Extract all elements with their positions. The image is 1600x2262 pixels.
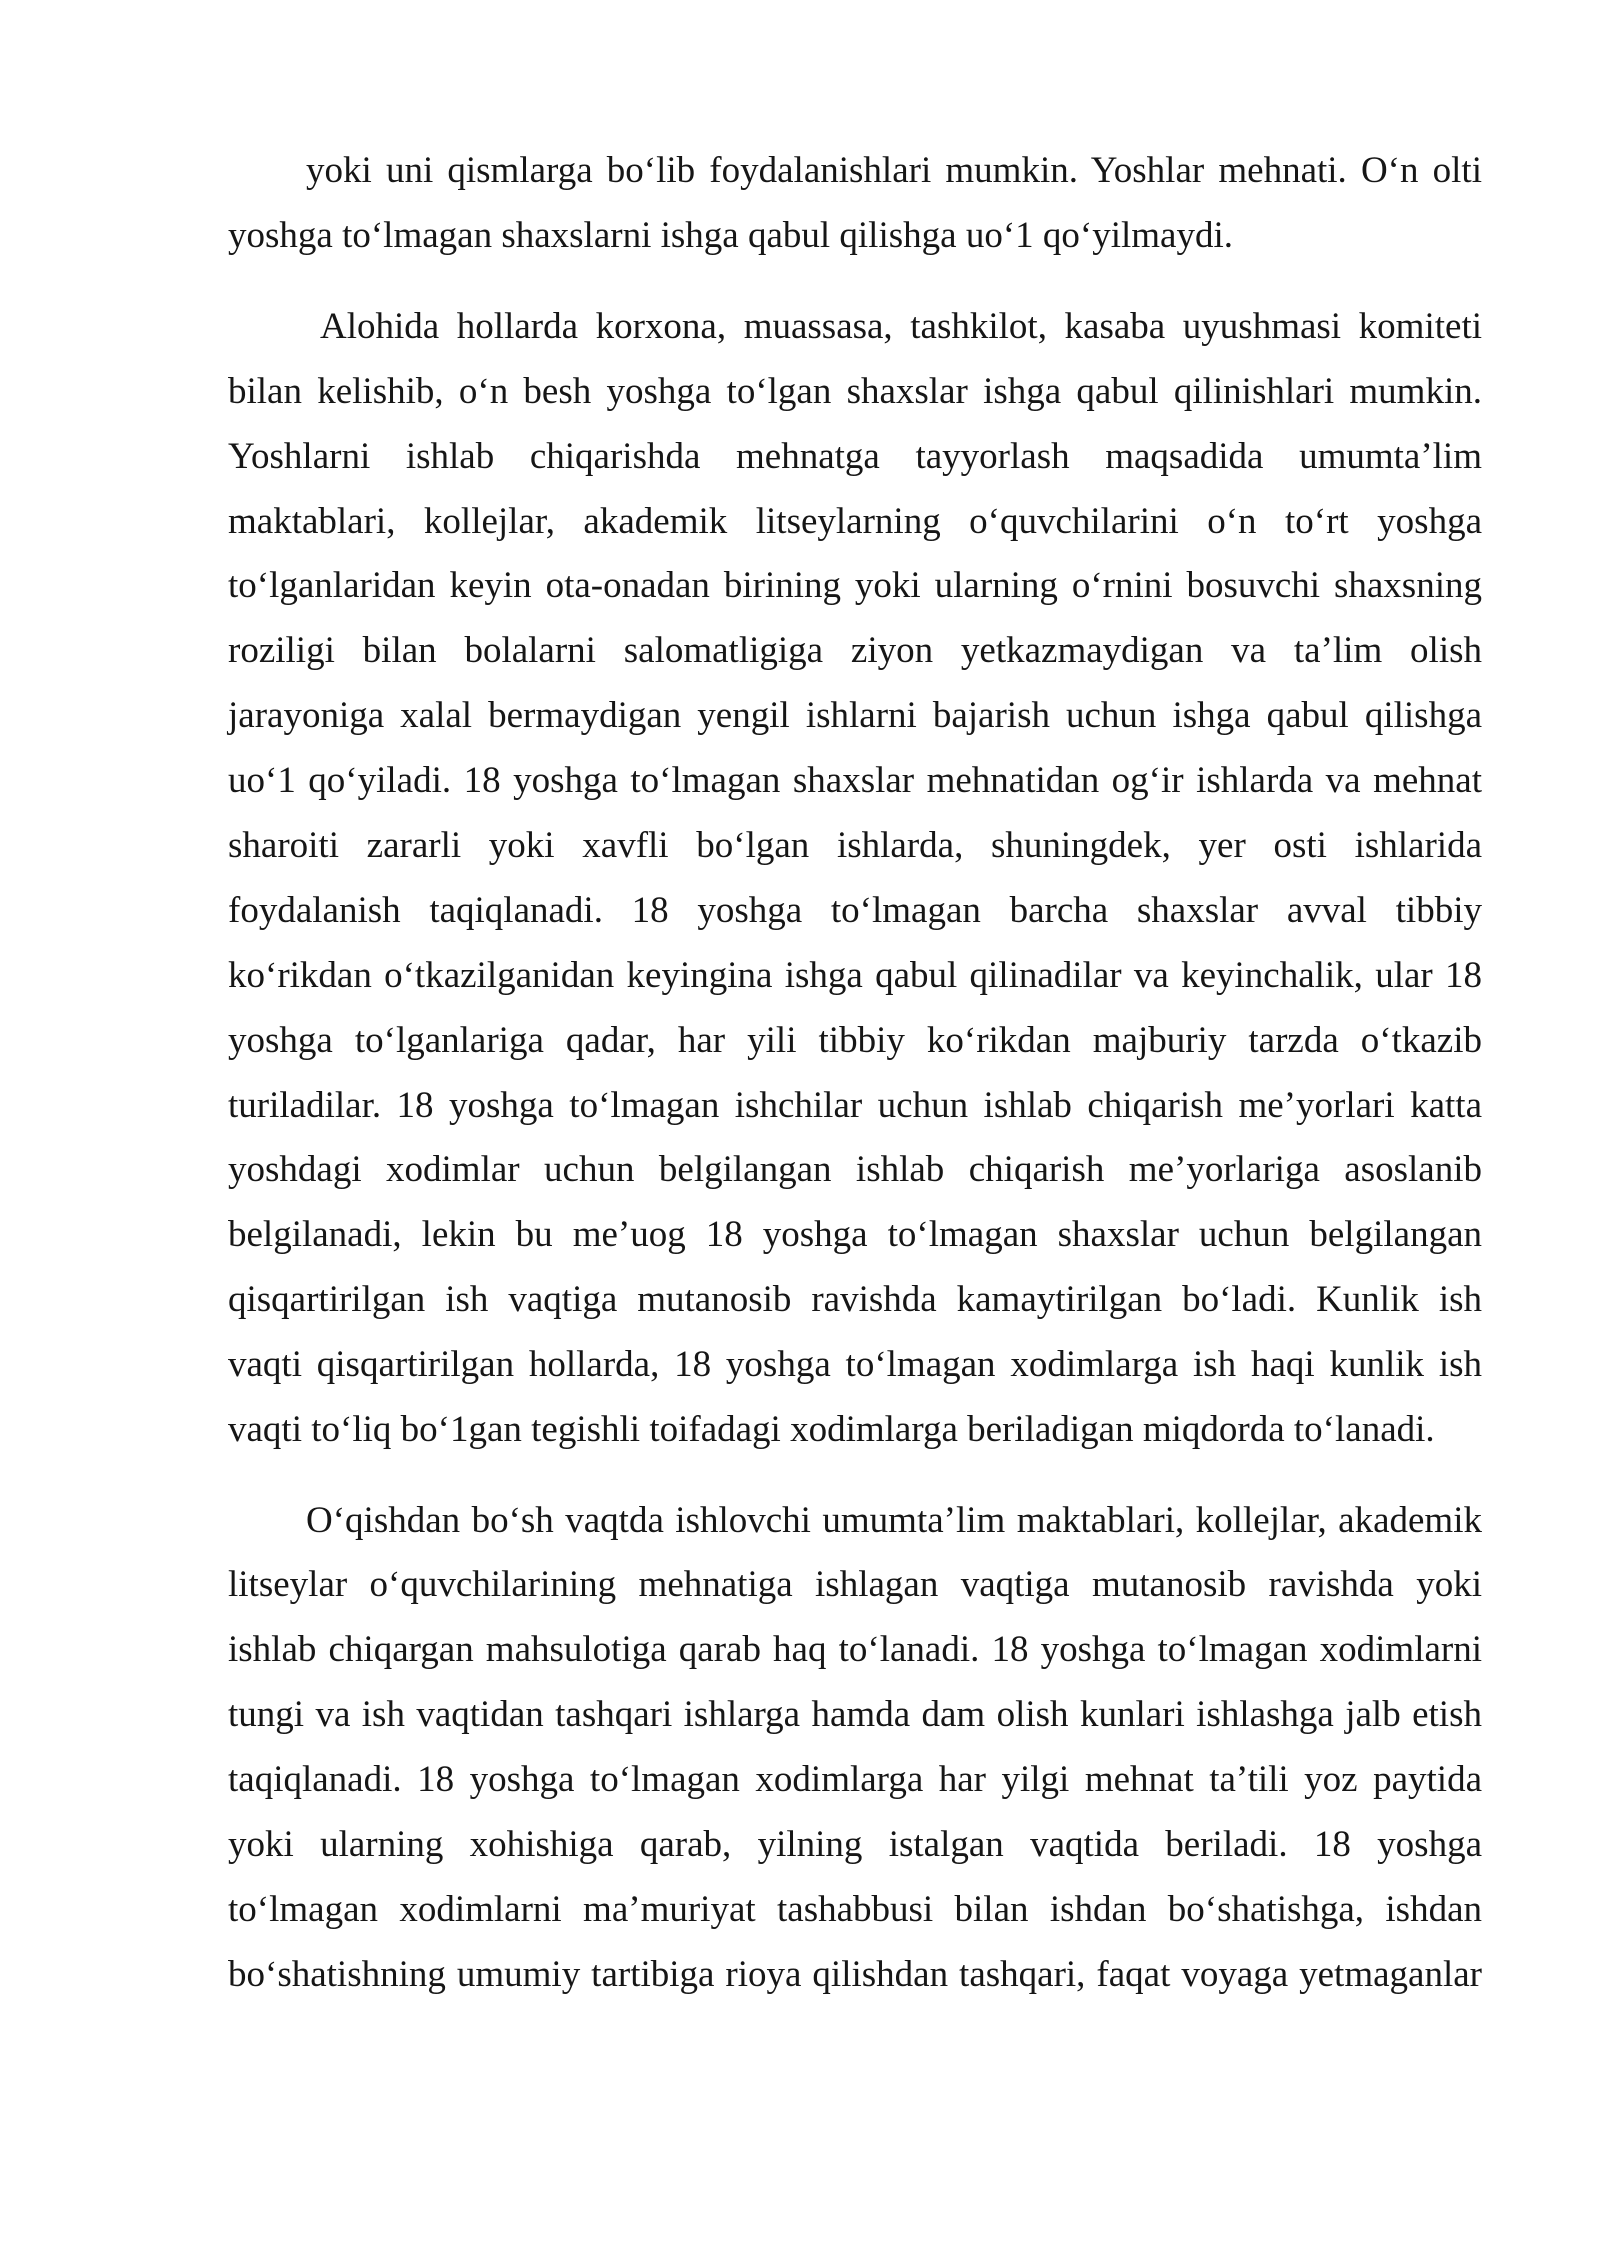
text-line: yoshga to‘lmagan shaxslarni ishga qabul qilishga uo‘1 qo‘yilmaydi. [228, 215, 1233, 257]
text-line: bilan kelishib, o‘n besh yoshga to‘lgan shaxslar ishga qabul qilinishlari mumkin. [228, 370, 1482, 412]
text-line: ishlab chiqargan mahsulotiga qarab haq to‘lanadi. 18 yoshga to‘lmagan xodimlarni [228, 1629, 1482, 1671]
text-line: belgilanadi, lekin bu me’uog 18 yoshga to‘lmagan shaxslar uchun belgilangan [228, 1214, 1482, 1256]
text-line: yoshga to‘lganlariga qadar, har yili tibbiy ko‘rikdan majburiy tarzda o‘tkazib [228, 1019, 1482, 1061]
text-line: bo‘shatishning umumiy tartibiga rioya qilishdan tashqari, faqat voyaga yetmaganlar [228, 1953, 1482, 1995]
text-line: vaqti to‘liq bo‘1gan tegishli toifadagi xodimlarga beriladigan miqdorda to‘lanadi. [228, 1409, 1435, 1450]
paragraph [228, 139, 1482, 269]
text-line: qisqartirilgan ish vaqtiga mutanosib ravishda kamaytirilgan bo‘ladi. Kunlik ish [228, 1279, 1482, 1321]
text-line: litseylar o‘quvchilarining mehnatiga ishlagan vaqtiga mutanosib ravishda yoki [228, 1564, 1482, 1606]
text-line: Yoshlarni ishlab chiqarishda mehnatga tayyorlash maqsadida umumta’lim [228, 435, 1482, 477]
text-line: yoki uni qismlarga bo‘lib foydalanishlari mumkin. Yoshlar mehnati. O‘n olti [306, 150, 1482, 192]
text-line: foydalanish taqiqlanadi. 18 yoshga to‘lmagan barcha shaxslar avval tibbiy [228, 889, 1482, 931]
text-line: taqiqlanadi. 18 yoshga to‘lmagan xodimlarga har yilgi mehnat ta’tili yoz paytida [228, 1759, 1482, 1801]
text-line: Alohida hollarda korxona, muassasa, tashkilot, kasaba uyushmasi komiteti [320, 305, 1482, 347]
text-line: to‘lganlaridan keyin ota-onadan birining yoki ularning o‘rnini bosuvchi shaxsning [228, 565, 1482, 607]
body-text [228, 139, 1482, 2033]
text-line: jarayoniga xalal bermaydigan yengil ishlarni bajarish uchun ishga qabul qilishga [228, 695, 1482, 737]
text-line: tungi va ish vaqtidan tashqari ishlarga hamda dam olish kunlari ishlashga jalb etish [228, 1694, 1482, 1736]
text-line: yoki ularning xohishiga qarab, yilning istalgan vaqtida beriladi. 18 yoshga [228, 1824, 1482, 1866]
text-line: yoshdagi xodimlar uchun belgilangan ishlab chiqarish me’yorlariga asoslanib [228, 1149, 1482, 1191]
text-line: maktablari, kollejlar, akademik litseylarning o‘quvchilarini o‘n to‘rt yoshga [228, 500, 1482, 542]
text-line: roziligi bilan bolalarni salomatligiga ziyon yetkazmaydigan va ta’lim olish [228, 630, 1482, 672]
text-line: ko‘rikdan o‘tkazilganidan keyingina ishga qabul qilinadilar va keyinchalik, ular 18 [228, 954, 1482, 996]
text-line: uo‘1 qo‘yiladi. 18 yoshga to‘lmagan shaxslar mehnatidan og‘ir ishlarda va mehnat [228, 760, 1482, 802]
text-line: turiladilar. 18 yoshga to‘lmagan ishchilar uchun ishlab chiqarish me’yorlari katta [228, 1084, 1482, 1126]
text-line: sharoiti zararli yoki xavfli bo‘lgan ishlarda, shuningdek, yer osti ishlarida [228, 824, 1482, 866]
text-line: vaqti qisqartirilgan hollarda, 18 yoshga to‘lmagan xodimlarga ish haqi kunlik ish [228, 1344, 1482, 1386]
paragraph [228, 295, 1482, 1463]
text-line: O‘qishdan bo‘sh vaqtda ishlovchi umumta’lim maktablari, kollejlar, akademik [306, 1499, 1482, 1541]
text-line: to‘lmagan xodimlarni ma’muriyat tashabbusi bilan ishdan bo‘shatishga, ishdan [228, 1888, 1482, 1930]
paragraph [228, 1489, 1482, 2008]
